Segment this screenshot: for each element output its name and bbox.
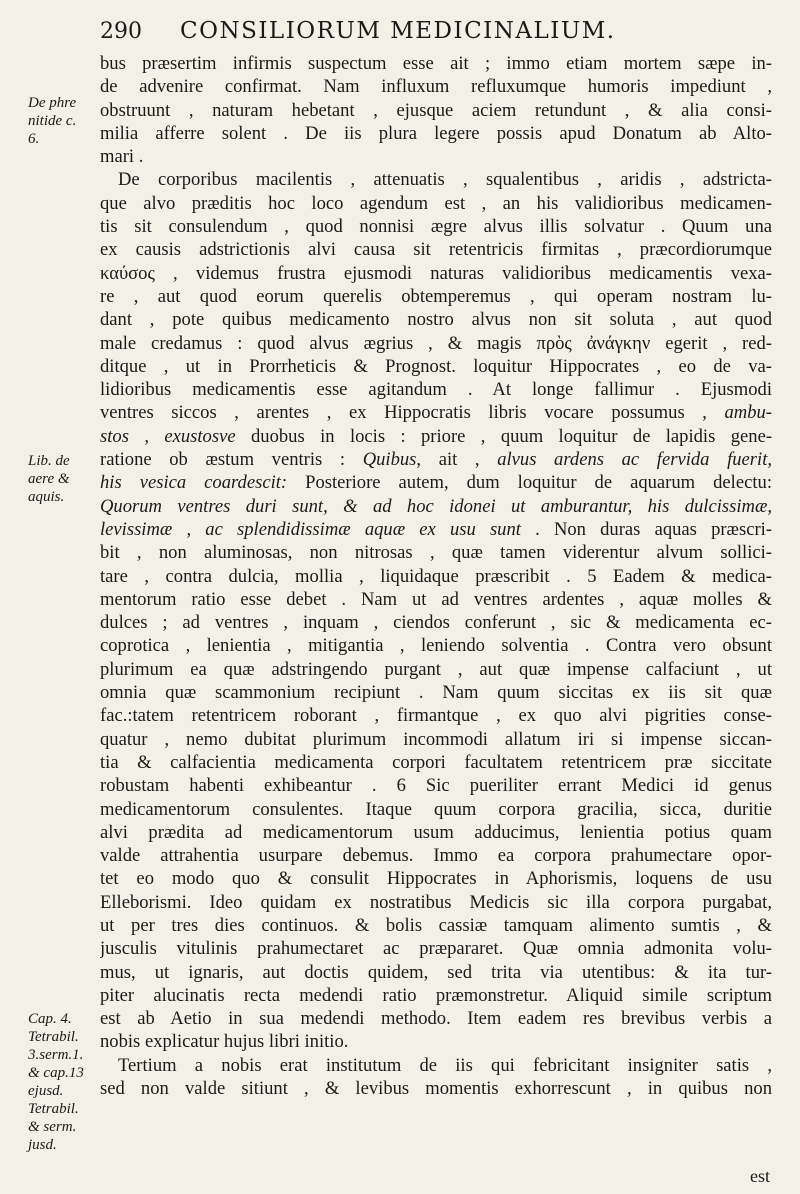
italic-text: Quorum ventres duri sunt, & ad hoc idonei ut amburantur, his dulcissimæ, — [100, 495, 772, 517]
text-segment: que alvo præditis hoc loco agendum est , an his validioribus medicamen- — [100, 192, 772, 214]
text-line — [100, 798, 772, 821]
text-line — [100, 704, 772, 727]
text-segment: ex causis adstrictionis alvi causa sit retentricis firmitas , præcordiorumque — [100, 239, 772, 261]
text-line — [100, 52, 772, 75]
text-line — [100, 914, 772, 937]
margin-note-line: & cap.13 — [28, 1065, 84, 1081]
text-line — [100, 891, 772, 914]
text-line — [100, 611, 772, 634]
text-segment: dulces ; ad ventres , inquam , ciendos conferunt , sic & medicamenta ec- — [100, 612, 772, 634]
margin-note-line: Lib. de — [28, 453, 70, 469]
text-line — [100, 565, 772, 588]
text-line — [100, 168, 772, 191]
text-segment: Elleborismi. Ideo quidam ex nostratibus Medicis sic illa corpora purgabat, — [100, 891, 772, 913]
text-segment: mentorum ratio esse debet . Nam ut ad ventres ardentes , aquæ molles & — [100, 588, 772, 610]
text-line — [100, 728, 772, 751]
text-line — [100, 448, 772, 471]
text-line — [100, 471, 772, 494]
text-line — [100, 937, 772, 960]
italic-text: alvus ardens ac fervida fuerit, — [497, 449, 772, 471]
text-segment: dant , pote quibus medicamento nostro alvus non sit soluta , aut quod — [100, 309, 772, 331]
margin-note-line: ejusd. — [28, 1083, 64, 1099]
text-line — [100, 681, 772, 704]
text-segment: καύσος , videmus frustra ejusmodi naturas validioribus medicamentis vexa- — [100, 262, 772, 284]
margin-note-line: jusd. — [28, 1137, 57, 1153]
italic-text: his vesica coardescit: — [100, 472, 288, 494]
text-segment: ut per tres dies continuos. & bolis cassiæ tamquam alimento sumtis , & — [100, 914, 772, 936]
text-segment: . Non duras aquas præscri- — [520, 518, 772, 540]
text-line — [100, 425, 772, 448]
text-line — [100, 518, 772, 541]
text-line — [100, 961, 772, 984]
margin-note — [28, 1010, 100, 1154]
text-segment: Tertium a nobis erat institutum de iis qui febricitant insigniter satis , — [118, 1054, 772, 1076]
text-line — [100, 541, 772, 564]
text-line — [100, 192, 772, 215]
italic-text: Quibus — [362, 449, 417, 471]
text-segment: valde attrahentia usurpare debemus. Immo ea corpora prahumectare opor- — [100, 845, 772, 867]
catchword: est — [750, 1166, 770, 1186]
text-segment: alvi prædita ad medicamentorum usum adducimus, lenientia potius quam — [100, 821, 772, 843]
italic-text: ambu- — [724, 402, 772, 424]
text-segment: plurimum ea quæ adstringendo purgant , aut quæ impense calfaciunt , ut — [100, 658, 772, 680]
margin-note-line: 6. — [28, 131, 40, 147]
text-line — [100, 751, 772, 774]
text-line — [100, 1030, 772, 1053]
text-line — [100, 122, 772, 145]
text-segment: ratione ob æstum ventris : — [100, 449, 363, 471]
running-title: CONSILIORUM MEDICINALIUM. — [180, 18, 616, 44]
text-line — [100, 634, 772, 657]
text-line — [100, 401, 772, 424]
text-segment: ventres siccos , arentes , ex Hippocratis libris vocare possumus , — [100, 402, 725, 424]
text-line — [100, 355, 772, 378]
text-segment: bit , non aluminosas, non nitrosas , quæ tamen viderentur alvum sollici- — [100, 542, 772, 564]
text-segment: tare , contra dulcia, mollia , liquidaque præscribit . 5 Eadem & medica- — [100, 565, 772, 587]
text-line — [100, 1077, 772, 1100]
text-segment: De corporibus macilentis , attenuatis , squalentibus , aridis , adstricta- — [118, 169, 772, 191]
text-line — [100, 1007, 772, 1030]
page-number: 290 — [100, 19, 142, 44]
text-segment: Posteriore autem, dum loquitur de aquarum delectu: — [287, 472, 772, 494]
text-segment: milia afferre solent . De iis plura legere possis apud Donatum ab Alto- — [100, 122, 772, 144]
margin-note-line: 3.serm.1. — [28, 1047, 84, 1063]
text-segment: tis sit consulendum , quod nonnisi ægre alvus illis solvatur . Quum una — [100, 216, 772, 238]
text-segment: omnia quæ scammonium recipiunt . Nam quum siccitas ex iis sit quæ — [100, 682, 772, 704]
text-segment: jusculis vitulinis prahumectaret ac præpararet. Quæ omnia admonita volu- — [100, 938, 772, 960]
text-segment: male credamus : quod alvus ægrius , & magis πρὸς ἀνάγκην egerit , red- — [100, 332, 772, 354]
margin-notes — [0, 0, 100, 1194]
italic-text: stos , exustosve — [100, 425, 236, 447]
text-segment: bus præsertim infirmis suspectum esse ait ; immo etiam mortem sæpe in- — [100, 53, 772, 74]
text-line — [100, 145, 772, 168]
text-line — [100, 378, 772, 401]
text-line — [100, 821, 772, 844]
margin-note-line: Cap. 4. — [28, 1011, 72, 1027]
text-line — [100, 262, 772, 285]
text-segment: medicamentorum consulentes. Itaque quum corpora gracilia, sicca, duritie — [100, 798, 772, 820]
text-line — [100, 332, 772, 355]
text-segment: robustam habenti exhibeantur . 6 Sic pueriliter errant Medici id genus — [100, 775, 772, 797]
text-segment: coprotica , lenientia , mitigantia , leniendo solventia . Contra vero obsunt — [100, 635, 772, 657]
margin-note-line: De phre — [28, 95, 77, 111]
text-line — [100, 99, 772, 122]
body-text — [100, 52, 772, 1100]
text-segment: quatur , nemo dubitat plurimum incommodi allatum iri si impense siccan- — [100, 728, 772, 750]
text-line — [100, 984, 772, 1007]
text-segment: piter alucinatis recta medendi ratio præmonstretur. Aliquid simile scriptum — [100, 984, 772, 1006]
text-line — [100, 658, 772, 681]
text-segment: sed non valde sitiunt , & levibus momentis exhorrescunt , in quibus non — [100, 1078, 772, 1100]
text-segment: fac.:tatem retentricem roborant , firmantque , ex quo alvi pigrities conse- — [100, 705, 772, 727]
margin-note-line: & serm. — [28, 1119, 77, 1135]
text-segment: tet eo modo quo & consulit Hippocrates in Aphorismis, loquens de usu — [100, 868, 772, 890]
text-segment: nobis explicatur hujus libri initio. — [100, 1031, 349, 1053]
text-line — [100, 495, 772, 518]
page-header — [100, 18, 772, 52]
text-line — [100, 1054, 772, 1077]
text-segment: obstruunt , naturam hebetant , ejusque aciem retundunt , & alia consi- — [100, 99, 772, 121]
text-segment: duobus in locis : priore , quum loquitur de lapidis gene- — [235, 425, 772, 447]
text-segment: , ait , — [416, 449, 498, 471]
text-line — [100, 867, 772, 890]
margin-note-line: aere & — [28, 471, 70, 487]
text-line — [100, 238, 772, 261]
text-segment: de advenire confirmat. Nam influxum refluxumque humoris impediunt , — [100, 76, 772, 98]
margin-note-line: nitide c. — [28, 113, 77, 129]
text-line — [100, 844, 772, 867]
text-segment: mus, ut ignaris, aut doctis quidem, sed trita via utentibus: & ita tur- — [100, 961, 772, 983]
text-segment: ditque , ut in Prorrheticis & Prognost. loquitur Hippocrates , eo de va- — [100, 355, 772, 377]
margin-note-line: Tetrabil. — [28, 1101, 79, 1117]
text-line — [100, 215, 772, 238]
text-line — [100, 774, 772, 797]
text-segment: tia & calfacientia medicamenta corpori facultatem retentricem præ siccitate — [100, 751, 772, 773]
text-segment: lidioribus medicamentis esse agitandum . At longe fallimur . Ejusmodi — [100, 379, 772, 401]
text-segment: est ab Aetio in sua medendi methodo. Item eadem res brevibus verbis a — [100, 1008, 772, 1030]
text-line — [100, 308, 772, 331]
margin-note-line: aquis. — [28, 489, 65, 505]
margin-note — [28, 94, 100, 148]
text-segment: mari . — [100, 146, 144, 168]
margin-note-line: Tetrabil. — [28, 1029, 79, 1045]
text-line — [100, 588, 772, 611]
margin-note — [28, 452, 100, 506]
text-line — [100, 285, 772, 308]
text-line — [100, 75, 772, 98]
text-segment: re , aut quod eorum querelis obtemperemus , qui operam nostram lu- — [100, 285, 772, 307]
italic-text: levissimæ , ac splendidissimæ aquæ ex usu sunt — [100, 518, 521, 540]
